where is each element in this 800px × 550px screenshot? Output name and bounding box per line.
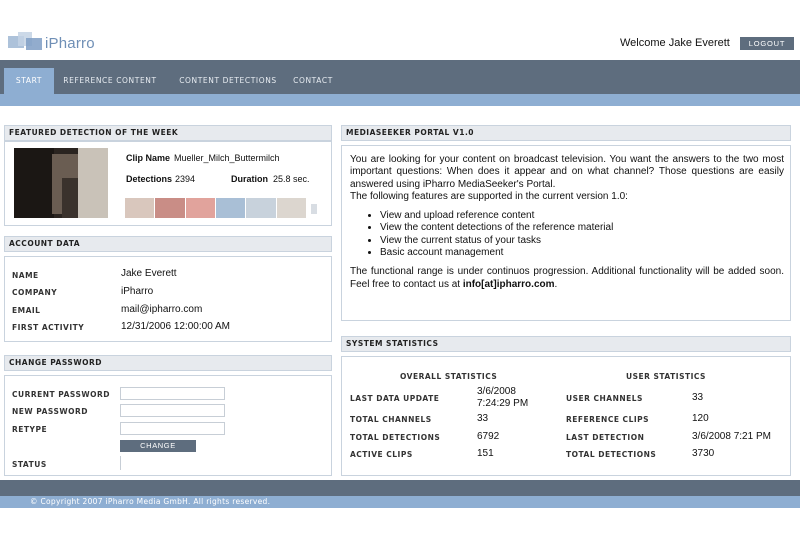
portal-intro: You are looking for your content on broadcast television. You want the answers to the two most important questions: When does it appear and on what channel? Those questions are easily answered using iPharro MediaSeeker's Portal. — [350, 154, 784, 190]
password-panel-title: CHANGE PASSWORD — [4, 355, 332, 371]
status-label: STATUS — [12, 460, 47, 469]
total-channels-label: TOTAL CHANNELS — [350, 415, 432, 424]
account-first-activity-label: FIRST ACTIVITY — [12, 323, 85, 332]
last-detection-label: LAST DETECTION — [566, 433, 645, 442]
featured-panel-title: FEATURED DETECTION OF THE WEEK — [4, 125, 332, 141]
nav-reference-content[interactable]: REFERENCE CONTENT — [63, 76, 157, 85]
detections-value: 2394 — [175, 174, 196, 184]
user-channels-label: USER CHANNELS — [566, 394, 643, 403]
status-value — [120, 456, 121, 470]
account-first-activity-value: 12/31/2006 12:00:00 AM — [121, 321, 230, 332]
current-password-input[interactable] — [120, 387, 225, 400]
account-email-label: EMAIL — [12, 306, 41, 315]
strip-scroll-handle[interactable] — [311, 204, 317, 214]
nav-content-detections[interactable]: CONTENT DETECTIONS — [179, 76, 277, 85]
account-email-value: mail@ipharro.com — [121, 304, 203, 315]
portal-panel-title: MEDIASEEKER PORTAL V1.0 — [341, 125, 791, 141]
user-channels-value: 33 — [692, 392, 704, 403]
footer — [0, 480, 800, 496]
logout-button[interactable]: LOGOUT — [740, 37, 794, 50]
clip-name-label: Clip Name — [126, 153, 171, 163]
welcome-message: Welcome Jake Everett — [620, 37, 730, 49]
logo-mark-icon — [8, 32, 42, 54]
header — [0, 0, 800, 60]
account-company-label: COMPANY — [12, 288, 58, 297]
portal-feature-item: • View the current status of your tasks — [380, 235, 784, 247]
user-stats-title: USER STATISTICS — [626, 372, 706, 381]
detections-label: Detections — [126, 174, 173, 184]
active-clips-label: ACTIVE CLIPS — [350, 450, 413, 459]
user-total-detections-label: TOTAL DETECTIONS — [566, 450, 657, 459]
duration-label: Duration — [231, 174, 268, 184]
last-data-update-date: 3/6/2008 — [477, 386, 516, 397]
new-password-input[interactable] — [120, 404, 225, 417]
account-panel-title: ACCOUNT DATA — [4, 236, 332, 252]
duration-value: 25.8 sec. — [273, 174, 310, 184]
logo-text: iPharro — [45, 34, 95, 52]
reference-clips-label: REFERENCE CLIPS — [566, 415, 650, 424]
account-name-value: Jake Everett — [121, 268, 177, 279]
total-detections-label: TOTAL DETECTIONS — [350, 433, 441, 442]
change-password-button[interactable]: CHANGE — [120, 440, 196, 452]
clip-frame-strip[interactable] — [125, 198, 307, 218]
portal-feature-list — [380, 210, 784, 259]
user-total-detections-value: 3730 — [692, 448, 715, 459]
last-data-update-time: 7:24:29 PM — [477, 398, 529, 409]
new-password-label: NEW PASSWORD — [12, 407, 89, 416]
total-channels-value: 33 — [477, 413, 489, 424]
last-data-update-label: LAST DATA UPDATE — [350, 394, 440, 403]
logo[interactable] — [8, 32, 95, 54]
overall-stats-title: OVERALL STATISTICS — [400, 372, 498, 381]
total-detections-value: 6792 — [477, 431, 500, 442]
stats-panel-title: SYSTEM STATISTICS — [341, 336, 791, 352]
contact-email-link[interactable]: info[at]ipharro.com — [462, 278, 555, 290]
portal-feature-item: • Basic account management — [380, 247, 784, 259]
clip-name-value: Mueller_Milch_Buttermilch — [174, 153, 280, 163]
last-detection-value: 3/6/2008 7:21 PM — [692, 431, 771, 442]
nav-underline-band — [0, 94, 800, 106]
reference-clips-value: 120 — [692, 413, 709, 424]
retype-password-label: RETYPE — [12, 425, 48, 434]
copyright: © Copyright 2007 iPharro Media GmbH. All rights reserved. — [30, 497, 271, 506]
active-clips-value: 151 — [477, 448, 494, 459]
account-company-value: iPharro — [121, 286, 154, 297]
nav-contact[interactable]: CONTACT — [293, 76, 333, 85]
portal-feature-item: • View and upload reference content — [380, 210, 784, 222]
portal-features-intro: The following features are supported in the current version 1.0: — [350, 190, 628, 202]
portal-feature-item: • View the content detections of the reference material — [380, 222, 784, 234]
account-name-label: NAME — [12, 271, 39, 280]
portal-outro: The functional range is under continuos progression. Additional functionality will be added soon. Feel free to contact us at info[at]ipharro.com. — [350, 266, 784, 290]
retype-password-input[interactable] — [120, 422, 225, 435]
nav-start[interactable]: START — [4, 68, 54, 94]
portal-description — [350, 154, 784, 291]
featured-clip-thumbnail[interactable] — [14, 148, 108, 218]
current-password-label: CURRENT PASSWORD — [12, 390, 110, 399]
main-nav — [0, 60, 800, 94]
